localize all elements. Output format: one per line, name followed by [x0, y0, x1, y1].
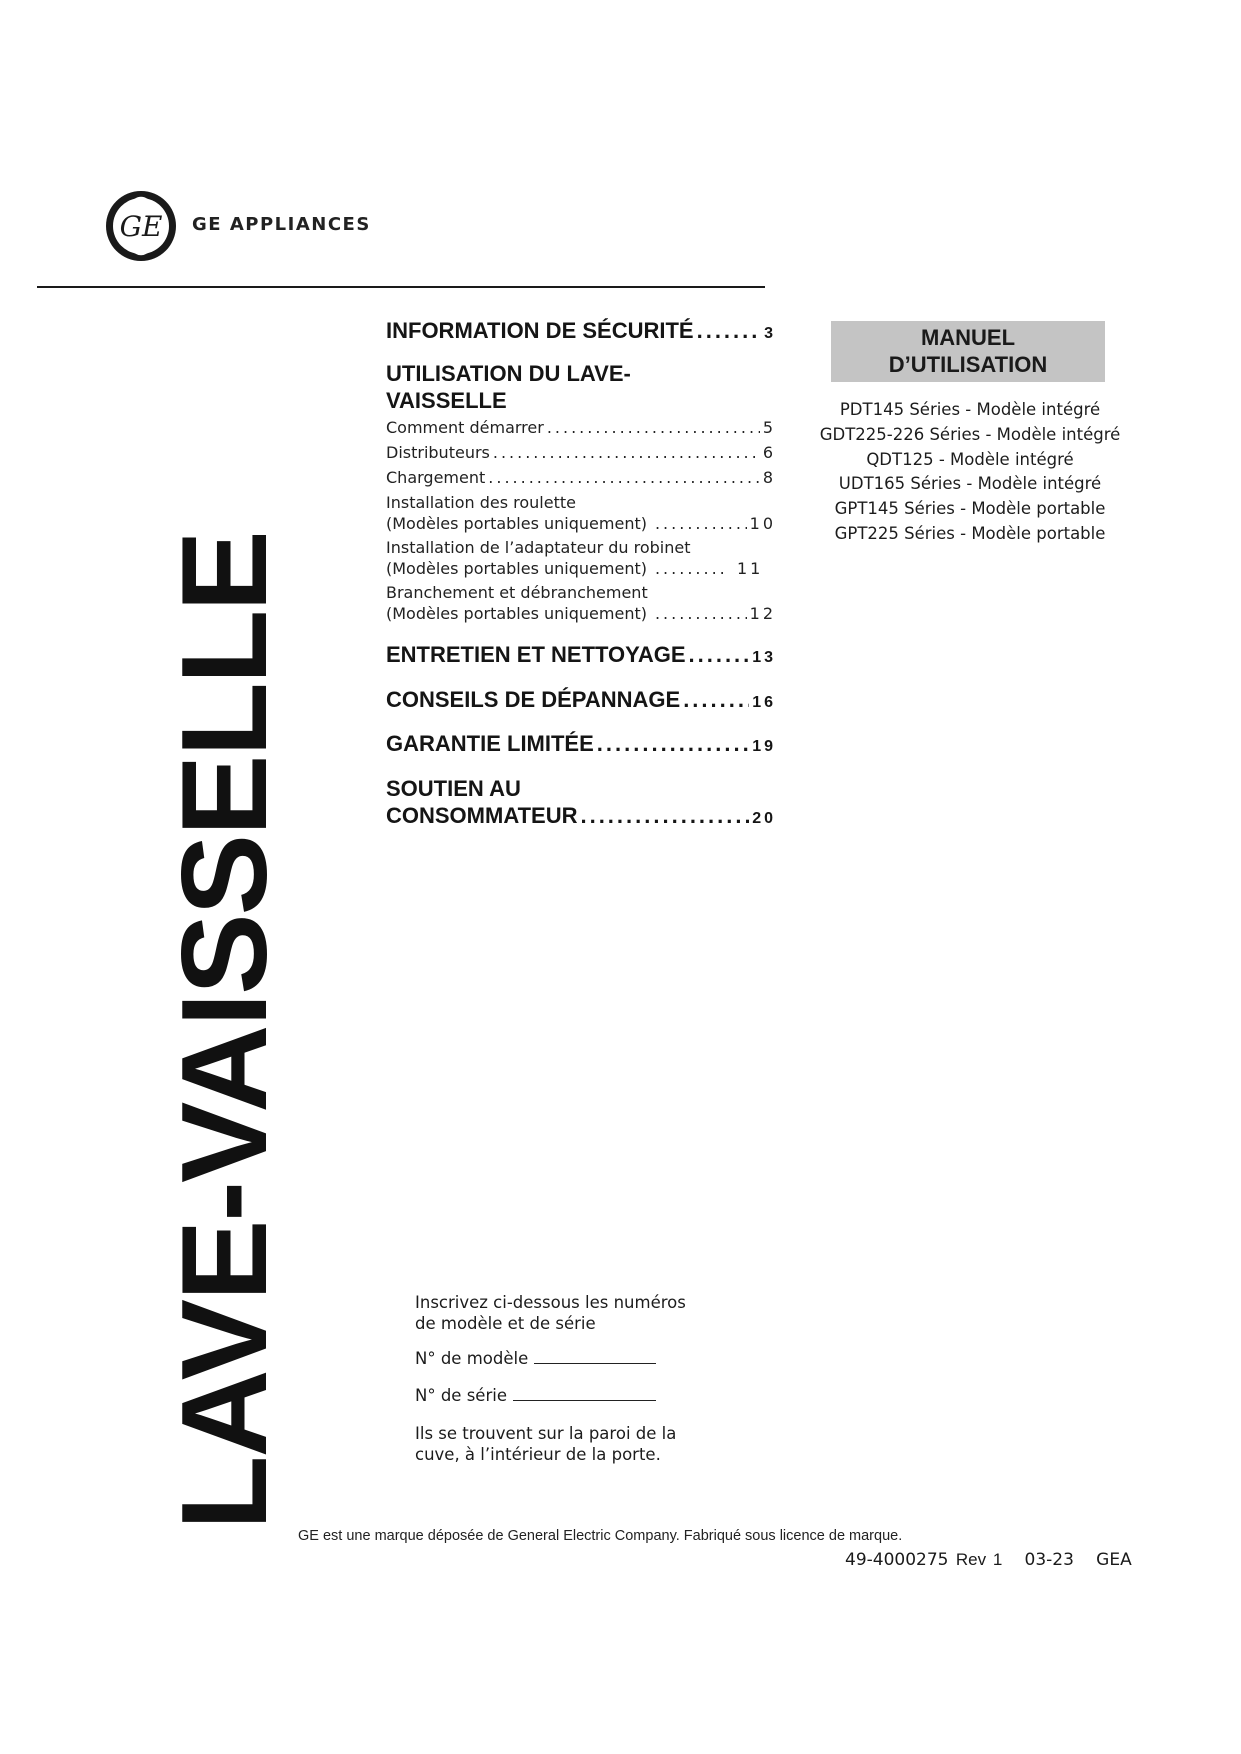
toc-page: 11: [736, 559, 764, 578]
model-item: GPT145 Séries - Modèle portable: [834, 499, 1106, 519]
toc-label: CONSEILS DE DÉPANNAGE: [386, 687, 681, 712]
model-item: PDT145 Séries - Modèle intégré: [839, 400, 1101, 419]
model-item: QDT125 - Modèle intégré: [866, 449, 1074, 469]
toc-page: 3: [764, 325, 776, 342]
model-number-line[interactable]: [534, 1349, 656, 1364]
toc-sublabel: Distributeurs: [386, 443, 490, 462]
toc-page: 19: [752, 738, 776, 755]
toc-subentry[interactable]: [386, 537, 776, 579]
toc-label: GARANTIE LIMITÉE: [386, 731, 594, 756]
brand-name: GE APPLIANCES: [192, 214, 371, 235]
serial-number-field[interactable]: [415, 1385, 745, 1406]
toc-sublabel: Chargement: [386, 468, 486, 487]
logo-text: GE: [119, 210, 163, 243]
toc-page: 6: [762, 443, 776, 462]
toc-entry-support[interactable]: [386, 775, 776, 832]
manual-title-line1: MANUEL: [920, 325, 1016, 350]
toc-sublabel: (Modèles portables uniquement): [386, 604, 647, 623]
toc-subentry[interactable]: [386, 492, 776, 534]
toc-label: INFORMATION DE SÉCURITÉ: [386, 318, 694, 343]
toc-sublabel: Installation des roulette: [386, 493, 576, 512]
document-number: [845, 1550, 1132, 1570]
model-number-label: N° de modèle: [415, 1349, 529, 1368]
toc-label: CONSOMMATEUR: [386, 803, 578, 828]
serial-number-line[interactable]: [513, 1386, 656, 1401]
toc-label: ENTRETIEN ET NETTOYAGE: [386, 642, 686, 667]
record-intro-line2: de modèle et de série: [415, 1314, 596, 1333]
toc-sublabel: Branchement et débranchement: [386, 583, 648, 602]
model-item: GPT225 Séries - Modèle portable: [834, 523, 1106, 543]
toc-page: 8: [762, 468, 776, 487]
toc-sublabel: Comment démarrer: [386, 418, 544, 437]
toc-label: UTILISATION DU LAVE-: [386, 361, 631, 386]
ge-logo: [105, 190, 177, 262]
manual-title-box: [831, 321, 1105, 382]
record-numbers-section: [415, 1292, 745, 1465]
toc-label: SOUTIEN AU: [386, 776, 521, 801]
table-of-contents: [386, 318, 776, 832]
toc-sublabel: (Modèles portables uniquement): [386, 514, 647, 533]
toc-entry-maintenance[interactable]: [386, 642, 776, 676]
doc-date: 03-23: [1024, 1550, 1074, 1570]
toc-sublabel: (Modèles portables uniquement): [386, 559, 647, 578]
toc-entry-usage[interactable]: [386, 360, 776, 414]
toc-subentry[interactable]: [386, 415, 776, 440]
toc-page: 5: [762, 418, 776, 437]
record-note-line2: cuve, à l’intérieur de la porte.: [415, 1445, 661, 1464]
toc-usage-subitems: [386, 415, 776, 624]
toc-page: 16: [752, 694, 776, 711]
toc-sublabel: Installation de l’adaptateur du robinet: [386, 538, 691, 557]
record-intro-line1: Inscrivez ci-dessous les numéros: [415, 1293, 686, 1312]
toc-entry-safety[interactable]: [386, 318, 776, 352]
doc-code: GEA: [1096, 1550, 1132, 1570]
header-divider: [37, 286, 765, 288]
doc-revision: Rev 1: [955, 1550, 1003, 1569]
trademark-notice: GE est une marque déposée de General Electric Company. Fabriqué sous licence de marque.: [298, 1528, 903, 1544]
vertical-product-title: LAVE-VAISSELLE: [156, 532, 292, 1530]
record-note-line1: Ils se trouvent sur la paroi de la: [415, 1424, 677, 1443]
doc-number: 49-4000275: [845, 1550, 949, 1570]
toc-label: VAISSELLE: [386, 388, 507, 413]
model-list: [800, 398, 1140, 547]
model-item: UDT165 Séries - Modèle intégré: [838, 474, 1102, 494]
serial-number-label: N° de série: [415, 1386, 507, 1405]
toc-entry-warranty[interactable]: [386, 731, 776, 765]
ge-monogram-icon: [105, 190, 177, 262]
toc-page: 12: [749, 604, 776, 623]
model-item: GDT225-226 Séries - Modèle intégré: [819, 424, 1121, 444]
toc-page: 20: [752, 810, 776, 827]
manual-title-line2: D’UTILISATION: [888, 352, 1048, 377]
model-number-field[interactable]: [415, 1348, 745, 1369]
toc-subentry[interactable]: [386, 465, 776, 490]
toc-subentry[interactable]: [386, 582, 776, 624]
toc-page: 13: [752, 649, 776, 666]
toc-page: 10: [749, 514, 776, 533]
toc-entry-troubleshooting[interactable]: [386, 687, 776, 721]
toc-subentry[interactable]: [386, 440, 776, 465]
